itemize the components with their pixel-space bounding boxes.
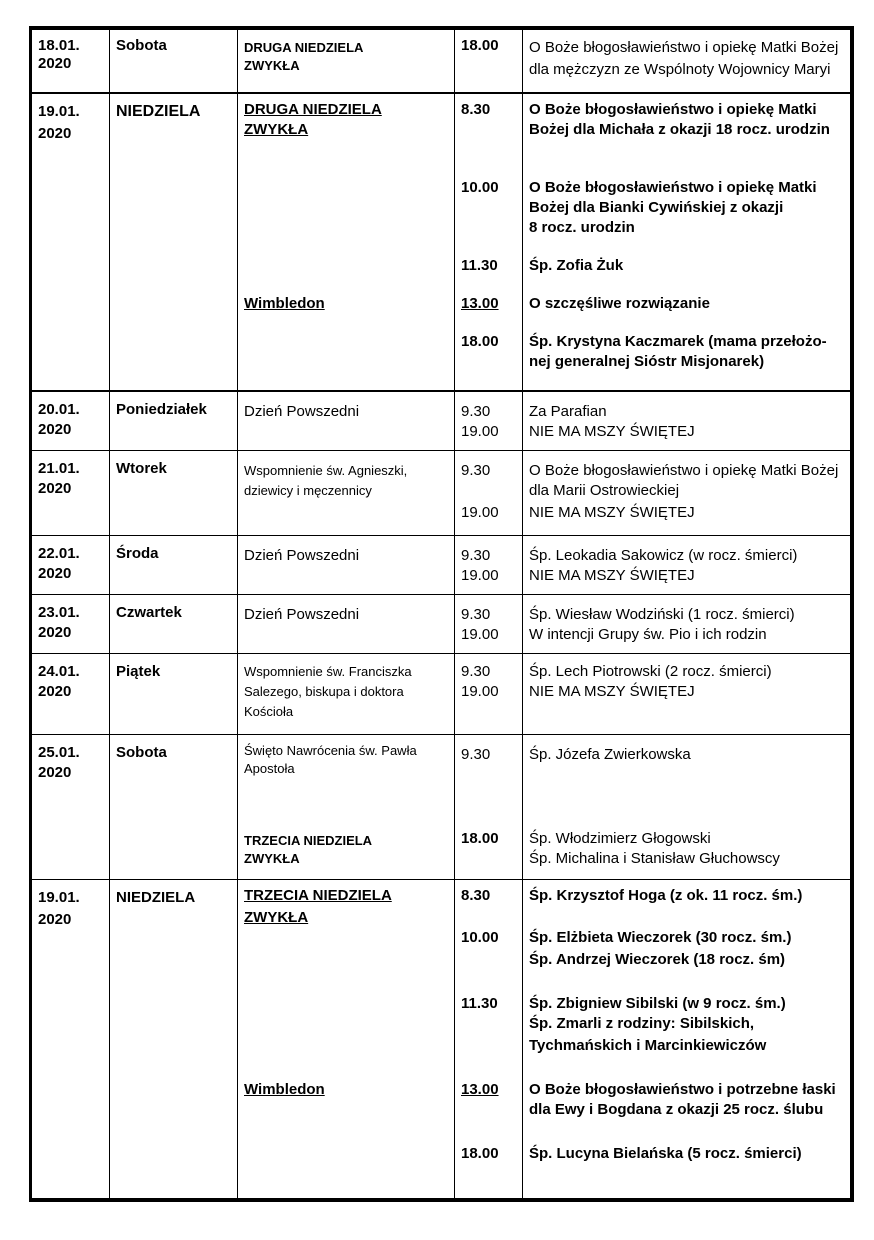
intention-line: dla Marii Ostrowieckiej xyxy=(529,482,680,499)
weekday: NIEDZIELA xyxy=(116,889,196,906)
intention-line: Bożej dla Bianki Cywińskiej z okazji xyxy=(529,199,784,216)
liturgy-line: ZWYKŁA xyxy=(244,121,309,138)
mass-time: 9.30 xyxy=(461,663,491,680)
mass-time: 8.30 xyxy=(461,887,491,904)
date-day-month: 20.01. xyxy=(38,401,80,418)
mass-time: 18.00 xyxy=(461,830,499,847)
liturgy-line: dziewicy i męczennicy xyxy=(244,483,372,498)
schedule-row xyxy=(32,391,851,451)
liturgy-line: Apostoła xyxy=(244,761,295,776)
mass-time: 19.00 xyxy=(461,423,499,440)
mass-time: 9.30 xyxy=(461,547,491,564)
weekday: Piątek xyxy=(116,663,161,680)
mass-time: 18.00 xyxy=(461,37,499,54)
mass-time: 19.00 xyxy=(461,504,499,521)
date-day-month: 22.01. xyxy=(38,545,80,562)
intention-line: O Boże błogosławieństwo i opiekę Matki Bożej xyxy=(529,39,839,56)
intention-line: NIE MA MSZY ŚWIĘTEJ xyxy=(529,683,695,700)
liturgy-line: Dzień Powszedni xyxy=(244,403,360,420)
liturgy-line: ZWYKŁA xyxy=(244,851,300,866)
date-day-month: 23.01. xyxy=(38,604,80,621)
weekday: NIEDZIELA xyxy=(116,103,201,120)
mass-schedule-sheet xyxy=(29,26,854,1202)
liturgy-line: Kościoła xyxy=(244,704,294,719)
mass-time: 9.30 xyxy=(461,746,491,763)
intention-line: Śp. Włodzimierz Głogowski xyxy=(529,830,711,847)
date-day-month: 25.01. xyxy=(38,744,80,761)
intention-line: Śp. Lech Piotrowski (2 rocz. śmierci) xyxy=(529,663,772,680)
mass-time: 8.30 xyxy=(461,101,491,118)
date-year: 2020 xyxy=(38,683,72,700)
date-year: 2020 xyxy=(38,764,72,781)
liturgy-line: ZWYKŁA xyxy=(244,909,309,926)
liturgy-place: Wimbledon xyxy=(244,295,325,312)
weekday: Wtorek xyxy=(116,460,167,477)
liturgy-line: TRZECIA NIEDZIELA xyxy=(244,887,392,904)
intention-line: dla mężczyzn ze Wspólnoty Wojownicy Maryi xyxy=(529,61,831,78)
intention-line: Śp. Elżbieta Wieczorek (30 rocz. śm.) xyxy=(529,929,792,946)
liturgy-line: ZWYKŁA xyxy=(244,58,300,73)
date-year: 2020 xyxy=(38,55,72,72)
intention-line: Śp. Zbigniew Sibilski (w 9 rocz. śm.) xyxy=(529,995,786,1012)
schedule-row xyxy=(32,735,851,880)
mass-time: 19.00 xyxy=(461,683,499,700)
date-year: 2020 xyxy=(38,624,72,641)
date-day-month: 24.01. xyxy=(38,663,80,680)
intention-line: Śp. Krystyna Kaczmarek (mama przełożo- xyxy=(529,333,827,350)
liturgy-place: Wimbledon xyxy=(244,1081,325,1098)
schedule-row xyxy=(32,536,851,595)
intention-line: O Boże błogosławieństwo i opiekę Matki xyxy=(529,101,817,118)
mass-time: 11.30 xyxy=(461,995,498,1012)
liturgy-line: DRUGA NIEDZIELA xyxy=(244,40,364,55)
intention-line: NIE MA MSZY ŚWIĘTEJ xyxy=(529,504,695,521)
intention-line: Śp. Andrzej Wieczorek (18 rocz. śm) xyxy=(529,951,786,968)
intention-line: dla Ewy i Bogdana z okazji 25 rocz. ślubu xyxy=(529,1101,824,1118)
mass-time: 18.00 xyxy=(461,333,499,350)
weekday: Czwartek xyxy=(116,604,182,621)
liturgy-line: Wspomnienie św. Agnieszki, xyxy=(244,463,408,478)
liturgy-line: Dzień Powszedni xyxy=(244,606,360,623)
schedule-row xyxy=(32,595,851,654)
intention-line: Śp. Lucyna Bielańska (5 rocz. śmierci) xyxy=(529,1145,802,1162)
intention-line: O Boże błogosławieństwo i potrzebne łaski xyxy=(529,1081,836,1098)
intention-line: 8 rocz. urodzin xyxy=(529,219,635,236)
intention-line: W intencji Grupy św. Pio i ich rodzin xyxy=(529,626,767,643)
mass-time: 9.30 xyxy=(461,403,491,420)
schedule-row xyxy=(32,93,851,391)
intention-line: Śp. Józefa Zwierkowska xyxy=(529,746,691,763)
intention-line: Śp. Wiesław Wodziński (1 rocz. śmierci) xyxy=(529,606,795,623)
mass-time: 10.00 xyxy=(461,179,499,196)
mass-schedule-table xyxy=(31,29,851,1199)
schedule-row xyxy=(32,30,851,94)
mass-time: 10.00 xyxy=(461,929,499,946)
intention-line: O szczęśliwe rozwiązanie xyxy=(529,295,710,312)
date-year: 2020 xyxy=(38,480,72,497)
date-day-month: 21.01. xyxy=(38,460,80,477)
weekday: Sobota xyxy=(116,744,167,761)
liturgy-line: Dzień Powszedni xyxy=(244,547,360,564)
mass-time: 18.00 xyxy=(461,1145,499,1162)
mass-time: 19.00 xyxy=(461,567,499,584)
liturgy-line: TRZECIA NIEDZIELA xyxy=(244,833,373,848)
intention-line: Za Parafian xyxy=(529,403,607,420)
mass-time: 9.30 xyxy=(461,606,491,623)
mass-time: 11.30 xyxy=(461,257,498,274)
intention-line: Śp. Zmarli z rodziny: Sibilskich, xyxy=(529,1015,755,1032)
mass-time: 9.30 xyxy=(461,462,491,479)
intention-line: Bożej dla Michała z okazji 18 rocz. urodzin xyxy=(529,121,830,138)
date-year: 2020 xyxy=(38,125,72,142)
weekday: Środa xyxy=(116,545,159,562)
intention-line: Śp. Krzysztof Hoga (z ok. 11 rocz. śm.) xyxy=(529,887,803,904)
intention-line: NIE MA MSZY ŚWIĘTEJ xyxy=(529,423,695,440)
intention-line: Śp. Leokadia Sakowicz (w rocz. śmierci) xyxy=(529,547,798,564)
mass-time: 19.00 xyxy=(461,626,499,643)
intention-line: O Boże błogosławieństwo i opiekę Matki Bożej xyxy=(529,462,839,479)
schedule-row xyxy=(32,451,851,536)
intention-line: Śp. Zofia Żuk xyxy=(529,257,624,274)
schedule-row xyxy=(32,654,851,735)
mass-time: 13.00 xyxy=(461,1081,499,1098)
date-day-month: 18.01. xyxy=(38,37,80,54)
liturgy-line: Salezego, biskupa i doktora xyxy=(244,684,404,699)
date-day-month: 19.01. xyxy=(38,889,80,906)
date-year: 2020 xyxy=(38,565,72,582)
date-year: 2020 xyxy=(38,421,72,438)
weekday: Sobota xyxy=(116,37,167,54)
intention-line: NIE MA MSZY ŚWIĘTEJ xyxy=(529,567,695,584)
liturgy-line: Święto Nawrócenia św. Pawła xyxy=(244,743,417,758)
intention-line: nej generalnej Sióstr Misjonarek) xyxy=(529,353,765,370)
liturgy-line: DRUGA NIEDZIELA xyxy=(244,101,382,118)
liturgy-line: Wspomnienie św. Franciszka xyxy=(244,664,412,679)
weekday: Poniedziałek xyxy=(116,401,207,418)
date-year: 2020 xyxy=(38,911,72,928)
intention-line: Tychmańskich i Marcinkiewiczów xyxy=(529,1037,767,1054)
intention-line: O Boże błogosławieństwo i opiekę Matki xyxy=(529,179,817,196)
date-day-month: 19.01. xyxy=(38,103,80,120)
schedule-row xyxy=(32,880,851,1199)
date-cell xyxy=(32,30,109,92)
intention-line: Śp. Michalina i Stanisław Głuchowscy xyxy=(529,850,780,867)
mass-time: 13.00 xyxy=(461,295,499,312)
